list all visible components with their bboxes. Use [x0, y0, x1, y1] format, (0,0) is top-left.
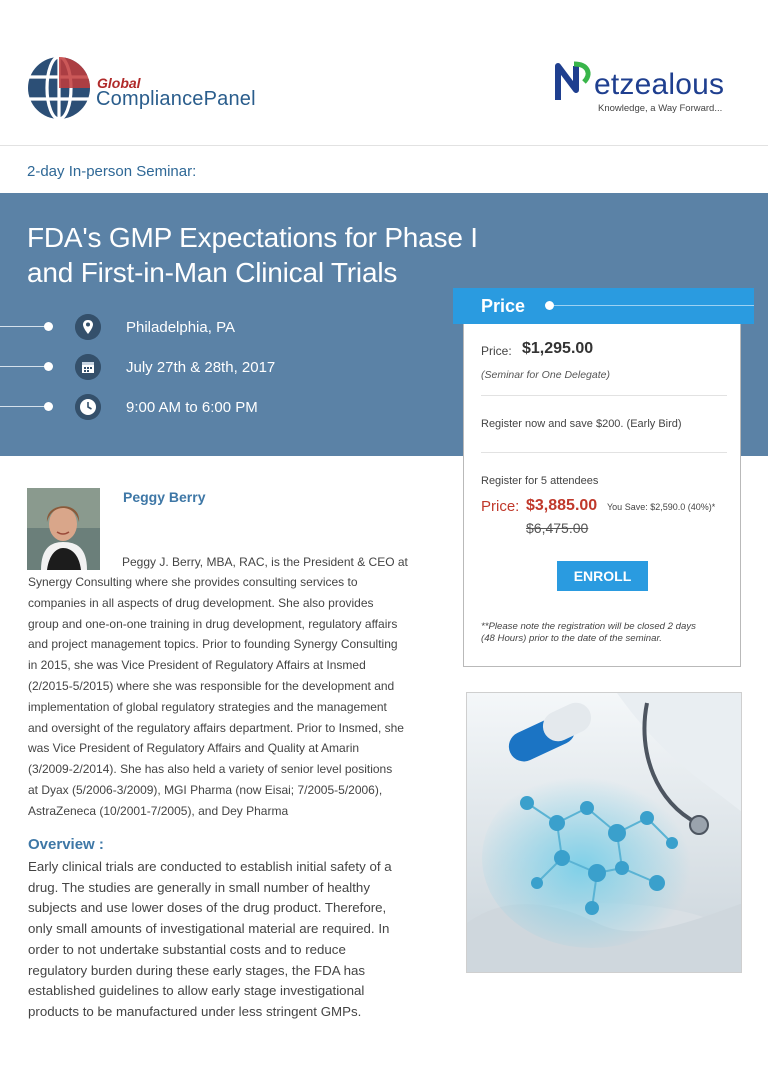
partner-tagline: Knowledge, a Way Forward...: [598, 103, 723, 114]
overview-line: Early clinical trials are conducted to establish initial safety of a: [28, 859, 392, 874]
price-divider: [481, 395, 727, 396]
event-title-line1: FDA's GMP Expectations for Phase I: [27, 222, 478, 253]
bio-line: at Dyax (5/2006-3/2009), MGI Pharma (now Eisai; 7/2005-5/2006),: [28, 782, 383, 797]
group-registration-label: Register for 5 attendees: [481, 475, 599, 487]
bio-line: group and one-on-one training in drug development, regulatory affairs: [28, 616, 398, 631]
molecule-illustration: [467, 693, 742, 973]
bio-line: and oversight of the regulatory affairs department. Prior to Insmed, she: [28, 720, 404, 735]
bio-line: implementation of global regulatory strategies and the management: [28, 699, 387, 714]
bio-line: (3/2009-2/2014). She has also held a variety of senior level positions: [28, 762, 393, 777]
registration-note-line: (48 Hours) prior to the date of the seminar.: [481, 633, 662, 644]
molecule-hands-image: [466, 692, 742, 973]
overview-line: established guidelines to allow early stage investigational: [28, 983, 365, 999]
calendar-icon: [75, 354, 101, 380]
bio-line: and project management topics. Prior to founding Synergy Consulting: [28, 637, 398, 652]
netzealous-logo-icon: [554, 60, 594, 104]
overview-body: [28, 857, 438, 1023]
group-original-price: $6,475.00: [526, 520, 589, 536]
single-price-value: $1,295.00: [522, 340, 594, 357]
overview-heading: Overview :: [28, 836, 104, 853]
overview-line: order to not undertake substantial costs and to reduce: [28, 941, 346, 957]
bio-line: companies in all aspects of drug development. She also provides: [28, 595, 374, 610]
bio-line: Synergy Consulting where she provides consulting services to: [28, 575, 358, 589]
info-bullet-dot: [44, 362, 53, 371]
price-divider: [481, 452, 727, 453]
bio-line: in 2015, she was Vice President of Regulatory Affairs at Insmed: [28, 658, 366, 673]
info-bullet-dot: [44, 402, 53, 411]
bio-line: was Vice President of Regulatory Affairs and Quality at Amarin: [28, 741, 360, 756]
overview-line: products to be manufactured under less stringent GMPs.: [28, 1003, 362, 1019]
group-savings: You Save: $2,590.0 (40%)*: [607, 502, 716, 512]
price-tab-dot: [545, 301, 554, 310]
overview-line: drug. The studies are generally in small number of healthy: [28, 879, 370, 895]
info-connector-line: [0, 326, 48, 327]
clock-icon: [75, 394, 101, 420]
brand-name-compliance: Compliance: [96, 88, 204, 110]
speaker-bio-first-line: Peggy J. Berry, MBA, RAC, is the President & CEO at: [122, 555, 408, 569]
overview-line: subjects and use lower doses of the drug product. Therefore,: [28, 900, 387, 916]
location-pin-icon: [75, 314, 101, 340]
info-bullet-dot: [44, 322, 53, 331]
globe-logo-icon: [26, 55, 92, 121]
header-divider: [0, 145, 768, 146]
registration-note-line: **Please note the registration will be closed 2 days: [481, 621, 696, 632]
bio-line: AstraZeneca (10/2001-7/2005), and Dey Pharma: [28, 803, 289, 818]
info-connector-line: [0, 366, 48, 367]
brand-global-label: Global: [97, 75, 141, 91]
single-price-label: Price:: [481, 344, 512, 358]
seminar-type-label: 2-day In-person Seminar:: [27, 163, 197, 180]
group-price-value: $3,885.00: [526, 497, 598, 514]
group-price-label: Price:: [481, 498, 520, 515]
brand-name: [96, 88, 256, 111]
overview-line: regulatory burden during these early stages, the FDA has: [28, 962, 366, 978]
enroll-button[interactable]: ENROLL: [557, 561, 648, 591]
price-tab-label: Price: [481, 296, 526, 316]
overview-line: only small amounts of investigational material are required. In: [28, 921, 390, 937]
info-connector-line: [0, 406, 48, 407]
event-time: 9:00 AM to 6:00 PM: [126, 399, 258, 416]
early-bird-note: Register now and save $200. (Early Bird): [481, 418, 682, 430]
single-price-note: (Seminar for One Delegate): [481, 369, 610, 381]
partner-name: etzealous: [594, 68, 725, 101]
bio-line: (2/2015-5/2015) where she was responsible for the development and: [28, 678, 395, 693]
brand-name-panel: Panel: [203, 88, 256, 110]
registration-note: [481, 621, 731, 645]
event-dates: July 27th & 28th, 2017: [126, 359, 276, 376]
speaker-photo: [27, 488, 100, 570]
speaker-name: Peggy Berry: [123, 489, 206, 505]
price-tab-line: [554, 305, 754, 306]
event-location: Philadelphia, PA: [126, 319, 235, 336]
speaker-bio: [28, 572, 438, 822]
event-title-line2: and First-in-Man Clinical Trials: [27, 257, 398, 288]
